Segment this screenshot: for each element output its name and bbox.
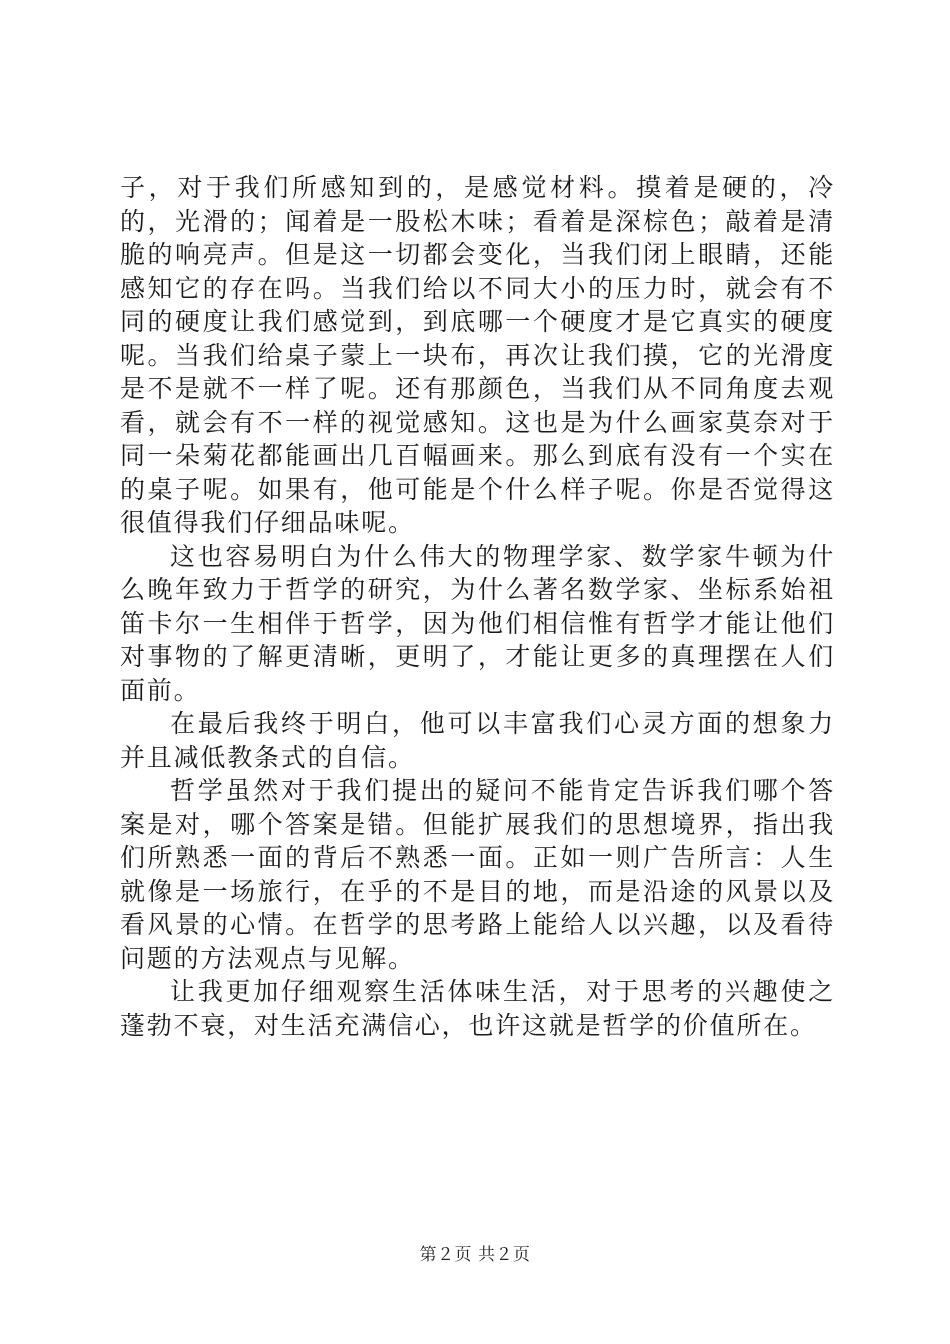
paragraph-3: 在最后我终于明白，他可以丰富我们心灵方面的想象力并且减低教条式的自信。 [120,709,835,772]
document-body [120,171,835,1042]
paragraph-5: 让我更加仔细观察生活体味生活，对于思考的兴趣使之蓬勃不衰，对生活充满信心，也许这就是哲学的价值所在。 [120,977,835,1040]
paragraph-1: 子，对于我们所感知到的，是感觉材料。摸着是硬的，冷的，光滑的；闻着是一股松木味；看着是深棕色；敲着是清脆的响亮声。但是这一切都会变化，当我们闭上眼睛，还能感知它的存在吗。当我们给以不同大小的压力时，就会有不同的硬度让我们感觉到，到底哪一个硬度才是它真实的硬度呢。当我们给桌子蒙上一块布，再次让我们摸，它的光滑度是不是就不一样了呢。还有那颜色，当我们从不同角度去观看，就会有不一样的视觉感知。这也是为什么画家莫奈对于同一朵菊花都能画出几百幅画来。那么到底有没有一个实在的桌子呢。如果有，他可能是个什么样子呢。你是否觉得这很值得我们仔细品味呢。 [120,173,835,537]
paragraph-4: 哲学虽然对于我们提出的疑问不能肯定告诉我们哪个答案是对，哪个答案是错。但能扩展我们的思想境界，指出我们所熟悉一面的背后不熟悉一面。正如一则广告所言：人生就像是一场旅行，在乎的不是目的地，而是沿途的风景以及看风景的心情。在哲学的思考路上能给人以兴趣，以及看待问题的方法观点与见解。 [120,776,835,973]
paragraph-2: 这也容易明白为什么伟大的物理学家、数学家牛顿为什么晚年致力于哲学的研究，为什么著名数学家、坐标系始祖笛卡尔一生相伴于哲学，因为他们相信惟有哲学才能让他们对事物的了解更清晰，更明了，才能让更多的真理摆在人们面前。 [120,541,835,705]
page-footer: 第２页 共２页 [419,1245,531,1265]
